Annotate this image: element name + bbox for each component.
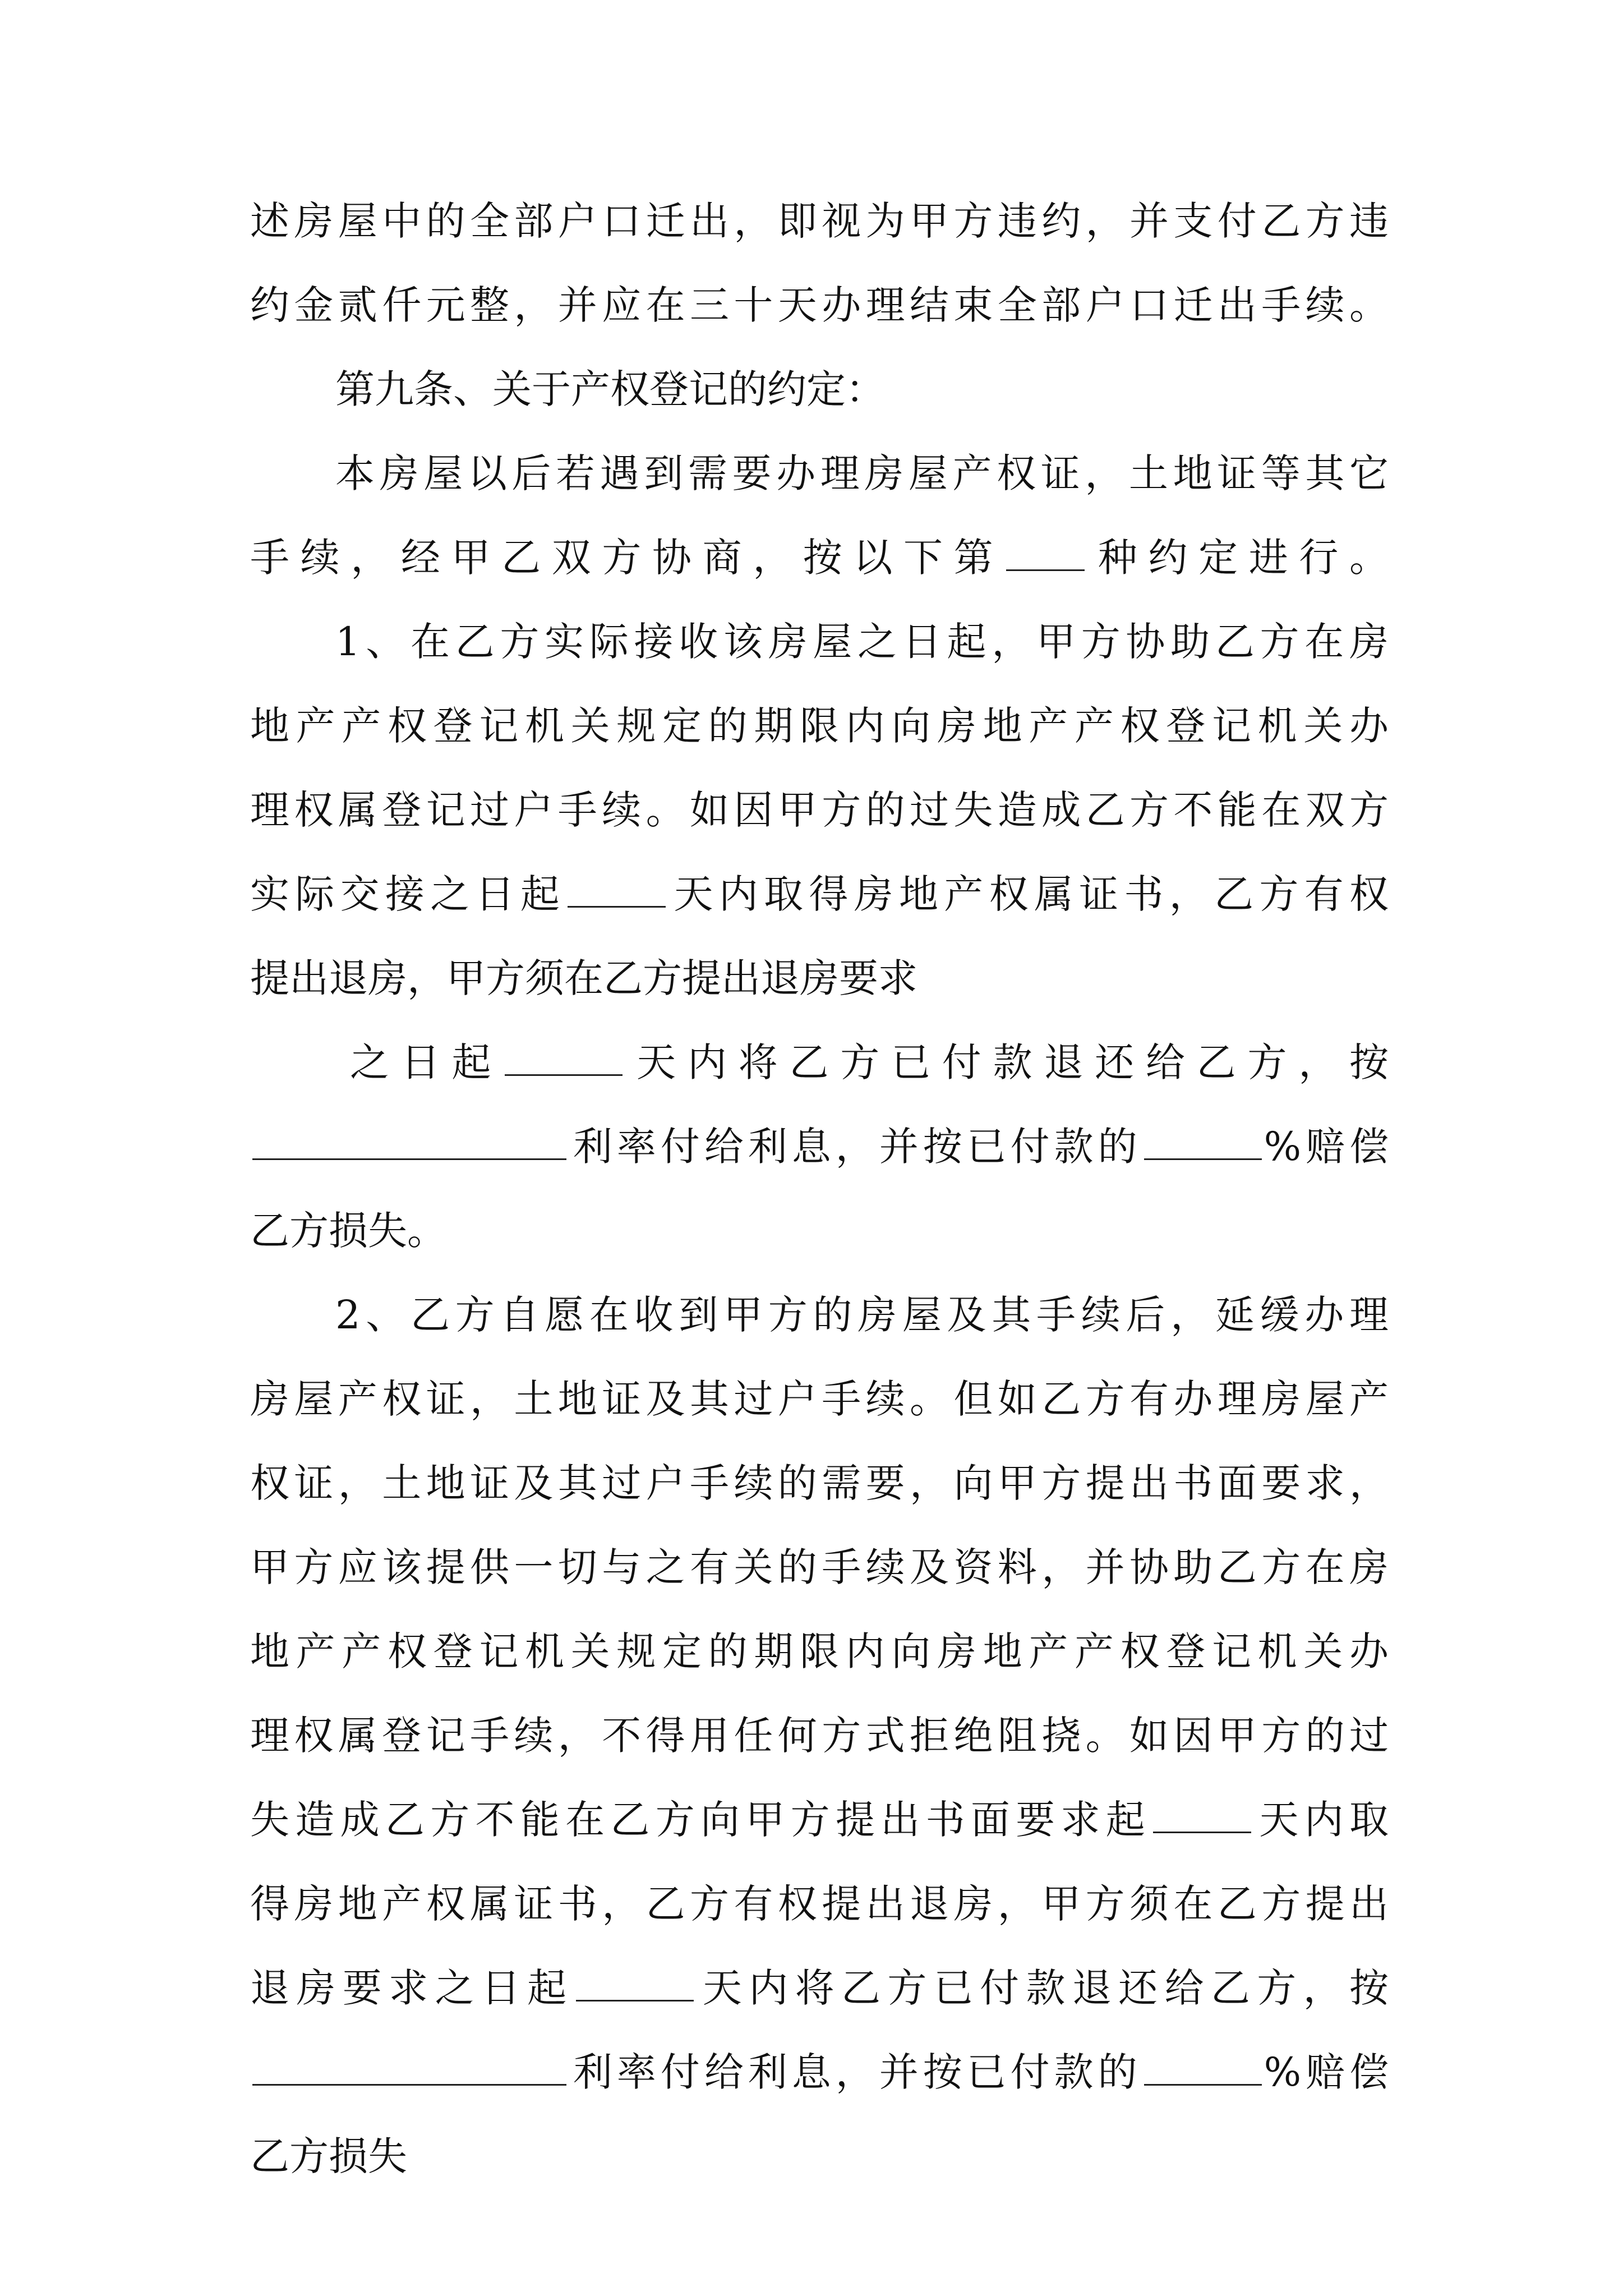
text-line xyxy=(250,1365,1389,1433)
line-text: 地产产权登记机关规定的期限内向房地产产权登记机关办 xyxy=(250,703,1389,749)
line-text: 权证，土地证及其过户手续的需要，向甲方提出书面要求， xyxy=(250,1460,1389,1506)
line-text: 甲方应该提供一切与之有关的手续及资料，并协助乙方在房 xyxy=(250,1544,1389,1590)
text-line xyxy=(250,1450,1389,1517)
line-text: 1、在乙方实际接收该房屋之日起，甲方协助乙方在房 xyxy=(335,619,1389,665)
line-text: 利率付给利息，并按已付款的 xyxy=(569,1124,1142,1170)
fill-in-blank xyxy=(1153,1800,1251,1833)
line-text: %赔偿 xyxy=(1264,1124,1389,1170)
text-line xyxy=(250,945,1389,1012)
text-line xyxy=(250,2123,1389,2190)
fill-in-blank xyxy=(568,875,666,908)
line-text: %赔偿 xyxy=(1264,2049,1389,2095)
line-text: 利率付给利息，并按已付款的 xyxy=(569,2049,1142,2095)
text-line xyxy=(250,1113,1389,1180)
text-line xyxy=(335,1281,1389,1349)
line-text: 乙方损失。 xyxy=(250,1208,446,1254)
text-line xyxy=(250,861,1389,928)
section-heading xyxy=(335,356,1389,423)
text-line xyxy=(250,1954,1389,2022)
line-text: 提出退房，甲方须在乙方提出退房要求 xyxy=(250,955,917,1001)
text-line xyxy=(335,440,1389,507)
line-text: 理权属登记手续，不得用任何方式拒绝阻挠。如因甲方的过 xyxy=(250,1713,1389,1759)
line-text: 地产产权登记机关规定的期限内向房地产产权登记机关办 xyxy=(250,1628,1389,1674)
line-text: 述房屋中的全部户口迁出，即视为甲方违约，并支付乙方违 xyxy=(250,198,1389,244)
fill-in-blank xyxy=(1144,2053,1262,2086)
text-line xyxy=(250,1786,1389,1853)
fill-in-blank xyxy=(252,1127,566,1160)
text-line xyxy=(250,524,1389,591)
text-line xyxy=(250,1870,1389,1938)
text-line xyxy=(250,776,1389,844)
line-text: 天内取 xyxy=(1253,1797,1389,1843)
line-text: 约金贰仟元整，并应在三十天办理结束全部户口迁出手续。 xyxy=(250,282,1389,328)
text-line xyxy=(250,1702,1389,1769)
fill-in-blank xyxy=(1006,538,1085,571)
line-text: 失造成乙方不能在乙方向甲方提出书面要求起 xyxy=(250,1797,1151,1843)
text-line xyxy=(250,692,1389,760)
line-text: 理权属登记过户手续。如因甲方的过失造成乙方不能在双方 xyxy=(250,787,1389,833)
text-line xyxy=(350,1029,1389,1096)
text-line xyxy=(250,1534,1389,1601)
line-text: 退房要求之日起 xyxy=(250,1965,574,2011)
text-line xyxy=(335,608,1389,675)
line-text: 得房地产权属证书，乙方有权提出退房，甲方须在乙方提出 xyxy=(250,1881,1389,1927)
line-text: 天内取得房地产权属证书，乙方有权 xyxy=(668,871,1389,917)
fill-in-blank xyxy=(505,1043,623,1076)
text-line xyxy=(250,272,1389,339)
line-text: 房屋产权证，土地证及其过户手续。但如乙方有办理房屋产 xyxy=(250,1376,1389,1422)
line-text: 实际交接之日起 xyxy=(250,871,566,917)
fill-in-blank xyxy=(252,2053,566,2086)
line-text: 手续，经甲乙双方协商，按以下第 xyxy=(250,535,1004,581)
line-text: 2、乙方自愿在收到甲方的房屋及其手续后，延缓办理 xyxy=(335,1292,1389,1338)
line-text: 第九条、关于产权登记的约定： xyxy=(335,366,885,412)
line-text: 天内将乙方已付款退还给乙方，按 xyxy=(625,1039,1389,1085)
fill-in-blank xyxy=(1144,1127,1262,1160)
text-line xyxy=(250,1618,1389,1685)
text-line xyxy=(250,1197,1389,1264)
line-text: 之日起 xyxy=(350,1039,503,1085)
line-text: 乙方损失 xyxy=(250,2133,407,2179)
fill-in-blank xyxy=(576,1968,694,2001)
line-text: 天内将乙方已付款退还给乙方，按 xyxy=(695,1965,1389,2011)
text-line xyxy=(250,2039,1389,2106)
text-line xyxy=(250,187,1389,255)
line-text: 本房屋以后若遇到需要办理房屋产权证，土地证等其它 xyxy=(335,450,1389,496)
line-text: 种约定进行。 xyxy=(1087,535,1389,581)
